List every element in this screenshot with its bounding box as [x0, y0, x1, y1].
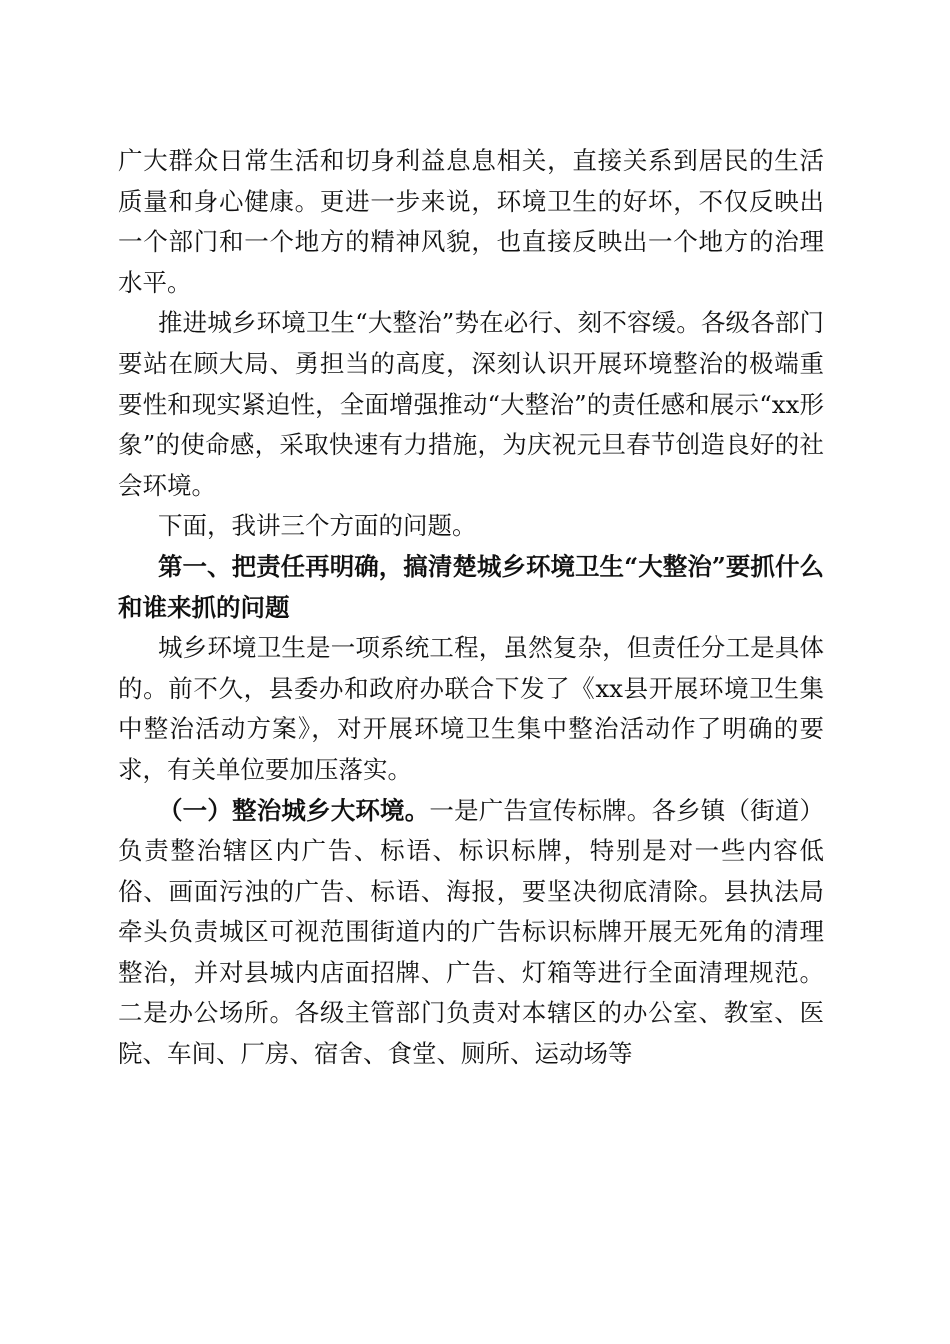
paragraph-intro: 下面，我讲三个方面的问题。 — [158, 511, 477, 541]
document-body — [118, 141, 824, 1075]
section-heading-1: 第一、把责任再明确，搞清楚城乡环境卫生“大整治”要抓什么和谁来抓的问题 — [118, 551, 824, 622]
paragraph-continuation: 广大群众日常生活和切身利益息息相关，直接关系到居民的生活质量和身心健康。更进一步来说，环境卫生的好坏，不仅反映出一个部门和一个地方的精神风貌，也直接反映出一个地方的治理水平。 — [118, 146, 824, 297]
subsection-body: 一是广告宣传标牌。各乡镇（街道）负责整治辖区内广告、标语、标识标牌，特别是对一些内容低俗、画面污浊的广告、标语、海报，要坚决彻底清除。县执法局牵头负责城区可视范围街道内的广告标识标牌开展无死角的清理整治，并对县城内店面招牌、广告、灯箱等进行全面清理规范。二是办公场所。各级主管部门负责对本辖区的办公室、教室、医院、车间、厂房、宿舍、食堂、厕所、运动场等 — [118, 795, 825, 1069]
paragraph-responsibility: 城乡环境卫生是一项系统工程，虽然复杂，但责任分工是具体的。前不久，县委办和政府办联合下发了《xx县开展环境卫生集中整治活动方案》，对开展环境卫生集中整治活动作了明确的要求，有关单位要加压落实。 — [118, 633, 824, 784]
paragraph-subsection-1 — [118, 791, 824, 1075]
subsection-lead: （一）整治城乡大环境。 — [158, 795, 430, 825]
paragraph-necessity: 推进城乡环境卫生“大整治”势在必行、刻不容缓。各级各部门要站在顾大局、勇担当的高度，深刻认识开展环境整治的极端重要性和现实紧迫性，全面增强推动“大整治”的责任感和展示“xx形象”的使命感，采取快速有力措施，为庆祝元旦春节创造良好的社会环境。 — [118, 308, 824, 500]
